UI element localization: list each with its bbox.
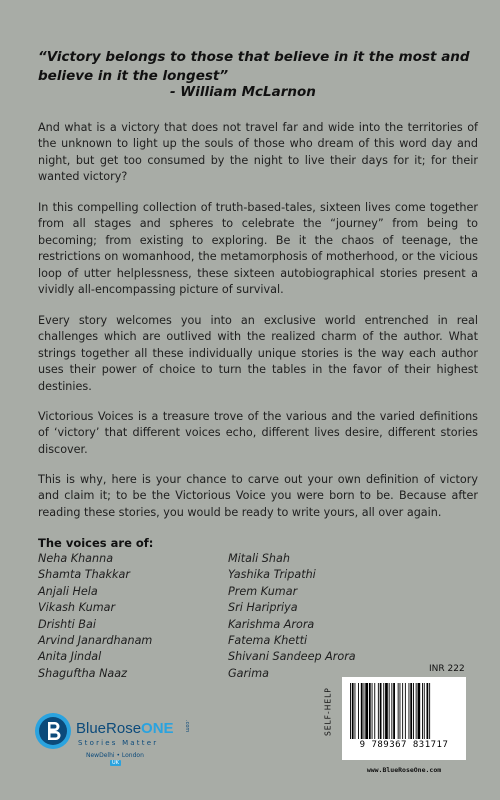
contributor-name: Vikash Kumar bbox=[38, 601, 116, 615]
contributor-name: Garima bbox=[228, 666, 269, 680]
contributor-name: Shamta Thakkar bbox=[38, 568, 130, 582]
contributor-name: Mitali Shah bbox=[228, 552, 290, 565]
publisher-dotcom: .com bbox=[184, 720, 190, 733]
blurb-paragraph-5: This is why, here is your chance to carve out your own definition of victory and claim it; to be the Victorious Voice you were born to be. Because after reading these stories, you would be ready to write yours, all over again. bbox=[38, 473, 478, 519]
contributor-name: Yashika Tripathi bbox=[228, 568, 316, 582]
barcode-icon bbox=[342, 677, 466, 741]
contributor-name: Arvind Janardhanam bbox=[38, 634, 153, 648]
contributor-name: Drishti Bai bbox=[38, 617, 96, 631]
category-label: SELF-HELP bbox=[323, 687, 333, 737]
contributor-name: Fatema Khetti bbox=[228, 634, 308, 648]
contributor-name: Shaguftha Naaz bbox=[38, 666, 128, 680]
contributor-name: Shivani Sandeep Arora bbox=[228, 650, 356, 664]
publisher-logo bbox=[34, 712, 204, 772]
isbn-digits: 9 789367 831717 bbox=[359, 740, 449, 750]
blurb-paragraph-4: Victorious Voices is a treasure trove of the various and the varied definitions of ‘victory’ that different voices echo, different lives desire, different stories discover. bbox=[38, 410, 478, 456]
publisher-name bbox=[76, 720, 174, 737]
publisher-locations: NewDelhi • London bbox=[86, 752, 144, 759]
publisher-website: www.BlueRoseOne.com bbox=[366, 766, 442, 774]
cover-quote: “Victory belongs to those that believe in it the most and believe in it the longest” bbox=[38, 49, 470, 84]
publisher-emblem-icon bbox=[34, 712, 72, 750]
blurb-paragraph-3: Every story welcomes you into an exclusive world entrenched in real challenges which are outlived with the realized charm of the author. What strings together all these individually unique stories is the way each author uses their power of choice to turn the tables in the favor of their highest destinies. bbox=[38, 314, 478, 393]
voices-heading: The voices are of: bbox=[38, 536, 154, 550]
publisher-name-accent: ONE bbox=[141, 720, 174, 737]
contributor-name: Sri Haripriya bbox=[228, 601, 298, 615]
publisher-tagline: Stories Matter bbox=[78, 739, 159, 747]
voices-list-left bbox=[38, 551, 152, 682]
publisher-name-main: BlueRose bbox=[76, 720, 142, 737]
blurb-paragraph-2: In this compelling collection of truth-based-tales, sixteen lives come together from all stages and spheres to celebrate the “journey” from being to becoming; from existing to exploring. Be it the chaos of teenage, the restrictions on womanhood, the metamorphosis of motherhood, or the vicious loop of utter helplessness, these sixteen autobiographical stories present a vividly all-encompassing picture of survival. bbox=[38, 201, 478, 297]
isbn-barcode bbox=[342, 677, 466, 760]
publisher-badge: UK bbox=[112, 760, 119, 766]
contributor-name: Neha Khanna bbox=[38, 552, 114, 565]
contributor-name: Anjali Hela bbox=[38, 584, 98, 598]
price-label: INR 222 bbox=[429, 664, 465, 674]
voices-list-right bbox=[228, 551, 356, 682]
contributor-name: Anita Jindal bbox=[38, 650, 102, 664]
blurb-paragraph-1: And what is a victory that does not travel far and wide into the territories of the unknown to light up the souls of those who dream of this word day and night, but get too consumed by the night to live their days for it; for their wanted victory? bbox=[38, 121, 478, 184]
quote-author: - William McLarnon bbox=[170, 84, 316, 100]
contributor-name: Prem Kumar bbox=[228, 584, 298, 598]
contributor-name: Karishma Arora bbox=[228, 617, 315, 631]
